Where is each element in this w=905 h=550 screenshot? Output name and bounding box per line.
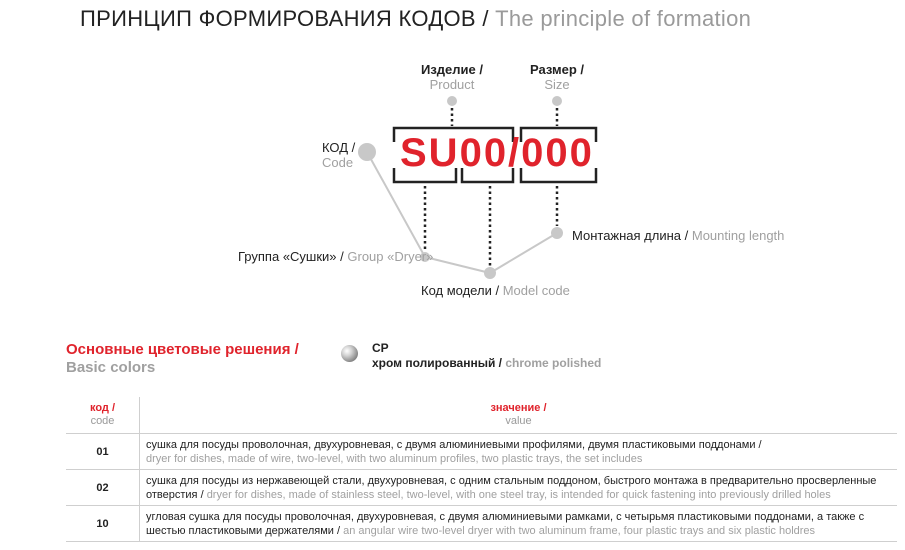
- label-group-en: Group «Dryer»: [347, 249, 434, 264]
- codes-table: [66, 397, 897, 542]
- row-value-ru: угловая сушка для посуды проволочная, двухуровневая, с двумя алюминиевыми рамками, с четырьмя пластиковыми поддонами, а также с шестью пластиковыми держателями /: [146, 511, 865, 537]
- row-value-ru: сушка для посуды из нержавеющей стали, двухуровневая, с одним стальным поддоном, быстрого монтажа в предварительно просверленные отверстия /: [146, 475, 877, 501]
- header-value: [140, 397, 898, 434]
- table-row: [66, 506, 897, 542]
- table-header: [66, 397, 897, 434]
- label-model-en: Model code: [502, 283, 570, 298]
- colors-title: [66, 341, 299, 377]
- row-value: [140, 506, 898, 542]
- row-code: 01: [66, 434, 140, 470]
- dot-size: [552, 96, 562, 106]
- label-product-en: Product: [429, 77, 475, 92]
- page-title-en: The principle of formation: [495, 6, 752, 31]
- colors-title-ru: Основные цветовые решения /: [66, 341, 299, 358]
- label-mount-ru: Монтажная длина /: [572, 228, 689, 243]
- label-product: [410, 62, 494, 92]
- row-code: 10: [66, 506, 140, 542]
- label-size-ru: Размер /: [529, 62, 585, 77]
- color-code: CP: [372, 341, 389, 355]
- row-value-en: dryer for dishes, made of wire, two-level, with two aluminum profiles, two plastic trays, the set includes: [146, 453, 643, 465]
- label-size: [520, 62, 594, 92]
- color-name-ru: хром полированный /: [372, 356, 503, 370]
- dot-model: [484, 267, 496, 279]
- label-product-ru: Изделие /: [421, 62, 483, 77]
- color-name-en: chrome polished: [505, 356, 602, 370]
- header-code-ru: код /: [89, 402, 116, 414]
- row-value-en: an angular wire two-level dryer with two aluminum frame, four plastic trays and six plastic holdres: [343, 525, 816, 537]
- page-title-ru: ПРИНЦИП ФОРМИРОВАНИЯ КОДОВ /: [80, 6, 489, 31]
- header-value-en: value: [505, 415, 532, 427]
- colors-title-en: Basic colors: [66, 359, 156, 376]
- chrome-swatch: [341, 345, 358, 362]
- header-value-ru: значение /: [490, 402, 547, 414]
- header-code: [66, 397, 140, 434]
- code-example: SU00/000: [400, 131, 594, 175]
- dot-mount: [551, 227, 563, 239]
- label-mount-en: Mounting length: [691, 228, 785, 243]
- dot-product: [447, 96, 457, 106]
- row-value-ru: сушка для посуды проволочная, двухуровневая, с двумя алюминиевыми профилями, двумя пластиковыми поддонами /: [146, 439, 762, 451]
- dot-code: [358, 143, 376, 161]
- color-item: [372, 341, 601, 371]
- label-code-en: Code: [322, 155, 354, 170]
- header-code-en: code: [90, 415, 115, 427]
- row-value: [140, 470, 898, 506]
- table-row: [66, 434, 897, 470]
- row-value-en: dryer for dishes, made of stainless steel, two-level, with one steel tray, is intended for quick fastening into previously drilled holes: [206, 489, 831, 501]
- label-group-ru: Группа «Сушки» /: [238, 249, 344, 264]
- row-value: [140, 434, 898, 470]
- row-code: 02: [66, 470, 140, 506]
- label-group: [238, 249, 433, 264]
- label-code: [322, 140, 355, 170]
- label-model: [421, 283, 570, 298]
- label-model-ru: Код модели /: [421, 283, 500, 298]
- label-code-ru: КОД /: [322, 140, 356, 155]
- table-row: [66, 470, 897, 506]
- label-size-en: Size: [544, 77, 570, 92]
- label-mount: [572, 228, 784, 243]
